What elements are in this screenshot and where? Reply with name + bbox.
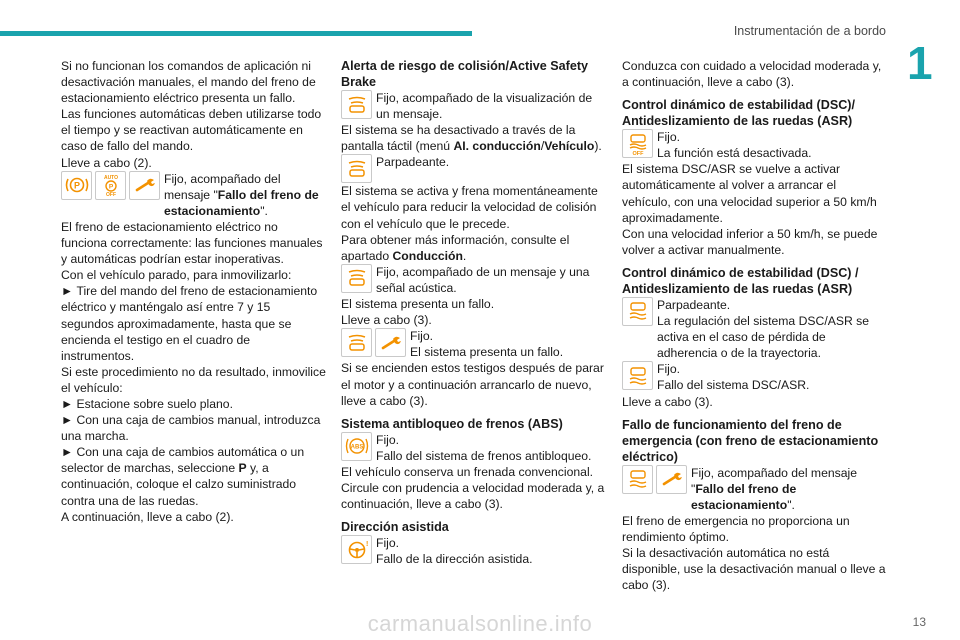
paragraph: Lleve a cabo (2).	[61, 155, 152, 170]
warning-description	[376, 535, 606, 567]
paragraph: El vehículo conserva un frenada convencional.	[341, 464, 594, 479]
bullet-item: ► Estacione sobre suelo plano.	[61, 396, 326, 412]
text: El sistema presenta un fallo.	[410, 345, 564, 360]
svg-text:OFF: OFF	[632, 150, 643, 157]
section-heading: Control dinámico de estabilidad (DSC) / Antideslizamiento de las ruedas (ASR)	[622, 265, 859, 296]
warning-light-row	[341, 264, 606, 296]
warning-light-row	[341, 328, 606, 360]
bullet-item: ► Con una caja de cambios manual, introduzca una marcha.	[61, 412, 326, 444]
warning-light-row	[341, 432, 606, 464]
warning-light-row	[341, 535, 606, 567]
menu-name: Vehículo	[544, 139, 595, 154]
text: ".	[260, 203, 268, 218]
text: Fijo.	[376, 536, 400, 551]
warning-description	[410, 328, 606, 360]
paragraph: El sistema se activa y frena momentáneamente el vehículo para reducir la velocidad de colisión con el vehículo que le precede.	[341, 184, 598, 231]
message-text: Fallo del freno de estacionamiento	[164, 187, 319, 218]
paragraph: Si la desactivación automática no está disponible, use la desactivación manual o lleve a cabo (3).	[622, 546, 886, 593]
steering-wheel-icon	[341, 535, 372, 564]
header-accent-bar	[0, 31, 472, 36]
paragraph: Con el vehículo parado, para inmovilizarlo:	[61, 268, 292, 283]
text: ".	[787, 497, 795, 512]
menu-name: AI. conducción	[453, 139, 541, 154]
warning-description: Fijo, acompañado de la visualización de un mensaje.	[376, 91, 593, 122]
text: y, a continuación, coloque el calzo suministrado contra una de las ruedas.	[61, 461, 297, 508]
collision-alert-icon	[341, 90, 372, 119]
page-number: 13	[912, 615, 926, 629]
paragraph: Si se encienden estos testigos después de parar el motor y a continuación arrancarlo de nuevo, lleve a cabo (3).	[341, 361, 604, 408]
section-heading: Fallo de funcionamiento del freno de emergencia (con freno de estacionamiento eléctrico)	[622, 417, 879, 464]
message-text: Fallo del freno de estacionamiento	[691, 481, 797, 512]
text: Con una caja de cambios automática o un selector de marchas, seleccione	[61, 445, 305, 476]
collision-alert-icon	[341, 328, 372, 357]
warning-light-row	[622, 297, 887, 361]
paragraph: Lleve a cabo (3).	[622, 394, 713, 409]
dsc-skid-icon	[622, 465, 653, 494]
chapter-number: 1	[907, 37, 933, 89]
svg-text:!: !	[365, 540, 368, 548]
text: La regulación del sistema DSC/ASR se activa en el caso de pérdida de adherencia o de la trayectoria.	[657, 314, 870, 361]
warning-light-row	[341, 90, 606, 122]
watermark: carmanualsonline.info	[367, 611, 593, 636]
dsc-skid-icon	[622, 297, 653, 326]
text: Fijo.	[376, 432, 400, 447]
warning-description	[376, 432, 606, 464]
paragraph: Si este procedimiento no da resultado, inmovilice el vehículo:	[61, 364, 326, 395]
warning-description	[657, 297, 887, 361]
column-2	[341, 58, 606, 567]
text: La función está desactivada.	[657, 146, 812, 161]
collision-alert-icon	[341, 154, 372, 183]
section-heading: Dirección asistida	[341, 520, 449, 535]
warning-light-row	[341, 154, 606, 183]
svg-text:AUTO: AUTO	[103, 175, 118, 182]
paragraph: El freno de estacionamiento eléctrico no funciona correctamente: las funciones manuales y automáticas podrían estar inoperativas.	[61, 219, 323, 267]
collision-alert-icon	[341, 264, 372, 293]
parking-brake-fault-icon	[61, 171, 92, 200]
section-heading: Sistema antibloqueo de frenos (ABS)	[341, 416, 563, 431]
paragraph: Circule con prudencia a velocidad moderada y, a continuación, lleve a cabo (3).	[341, 480, 605, 512]
paragraph: Lleve a cabo (3).	[341, 313, 432, 328]
dsc-skid-icon	[622, 361, 653, 390]
warning-description	[164, 171, 326, 219]
auto-parking-off-icon	[95, 171, 126, 200]
paragraph: El sistema presenta un fallo.	[341, 297, 495, 312]
text: Fijo, acompañado del mensaje "	[164, 171, 281, 202]
svg-text:OFF: OFF	[105, 192, 116, 199]
text: Fallo de la dirección asistida.	[376, 552, 533, 567]
text: .	[462, 248, 467, 263]
svg-text:P: P	[73, 180, 80, 191]
wrench-icon	[656, 465, 687, 494]
column-1	[61, 58, 326, 525]
text: Fijo.	[410, 329, 434, 344]
text: Parpadeante.	[657, 297, 731, 312]
text: El sistema se ha desactivado a través de la pantalla táctil (menú	[341, 123, 576, 154]
warning-light-row	[61, 171, 326, 219]
section-heading: Alerta de riesgo de colisión/Active Safety Brake	[341, 59, 589, 89]
warning-description	[657, 129, 887, 161]
text: Fijo, acompañado del mensaje "	[691, 465, 857, 496]
svg-text:ABS: ABS	[350, 444, 363, 451]
paragraph: El freno de emergencia no proporciona un rendimiento óptimo.	[622, 513, 850, 544]
text: /	[540, 139, 545, 154]
text: Fijo.	[657, 130, 681, 145]
text: Fijo.	[657, 362, 681, 377]
wrench-icon	[375, 328, 406, 357]
bullet-item: ► Tire del mando del freno de estacionamiento eléctrico y manténgalo así entre 7 y 15 segundos aproximadamente, hasta que se encienda el testigo en el cuadro de instrumentos.	[61, 283, 326, 363]
text: Fallo del sistema de frenos antibloqueo.	[376, 448, 592, 463]
header-title: Instrumentación de a bordo	[733, 24, 886, 38]
gear-letter: P	[238, 461, 247, 476]
warning-description: Fijo, acompañado de un mensaje y una señal acústica.	[376, 264, 590, 295]
paragraph: El sistema DSC/ASR se vuelve a activar automáticamente al volver a arrancar el vehículo, con una velocidad superior a 50 km/h aproximadamente.	[622, 162, 877, 225]
warning-description: Parpadeante.	[376, 155, 450, 170]
abs-icon	[341, 432, 372, 461]
wrench-icon	[129, 171, 160, 200]
dsc-off-icon	[622, 129, 653, 158]
text: Fallo del sistema DSC/ASR.	[657, 378, 810, 393]
warning-description	[691, 465, 887, 513]
column-3	[622, 58, 887, 593]
paragraph: Si no funcionan los comandos de aplicación ni desactivación manuales, el mando del freno de estacionamiento eléctrico presenta un fallo.	[61, 59, 316, 106]
bullet-item	[61, 444, 326, 508]
section-ref: Conducción	[392, 248, 463, 263]
paragraph	[341, 122, 606, 154]
warning-light-row	[622, 361, 887, 393]
warning-light-row	[622, 129, 887, 161]
svg-text:P: P	[108, 183, 113, 191]
paragraph	[341, 232, 606, 264]
paragraph: Con una velocidad inferior a 50 km/h, se puede volver a activar manualmente.	[622, 226, 878, 257]
text: ).	[594, 139, 602, 154]
text: Para obtener más información, consulte el apartado	[341, 232, 570, 263]
paragraph: A continuación, lleve a cabo (2).	[61, 509, 234, 524]
paragraph: Conduzca con cuidado a velocidad moderada y, a continuación, lleve a cabo (3).	[622, 59, 882, 90]
paragraph: Las funciones automáticas deben utilizarse todo el tiempo y se reactivan automáticamente en caso de fallo del mando.	[61, 107, 322, 154]
section-heading: Control dinámico de estabilidad (DSC)/ Antideslizamiento de las ruedas (ASR)	[622, 98, 856, 129]
warning-light-row	[622, 465, 887, 513]
warning-description	[657, 361, 887, 393]
